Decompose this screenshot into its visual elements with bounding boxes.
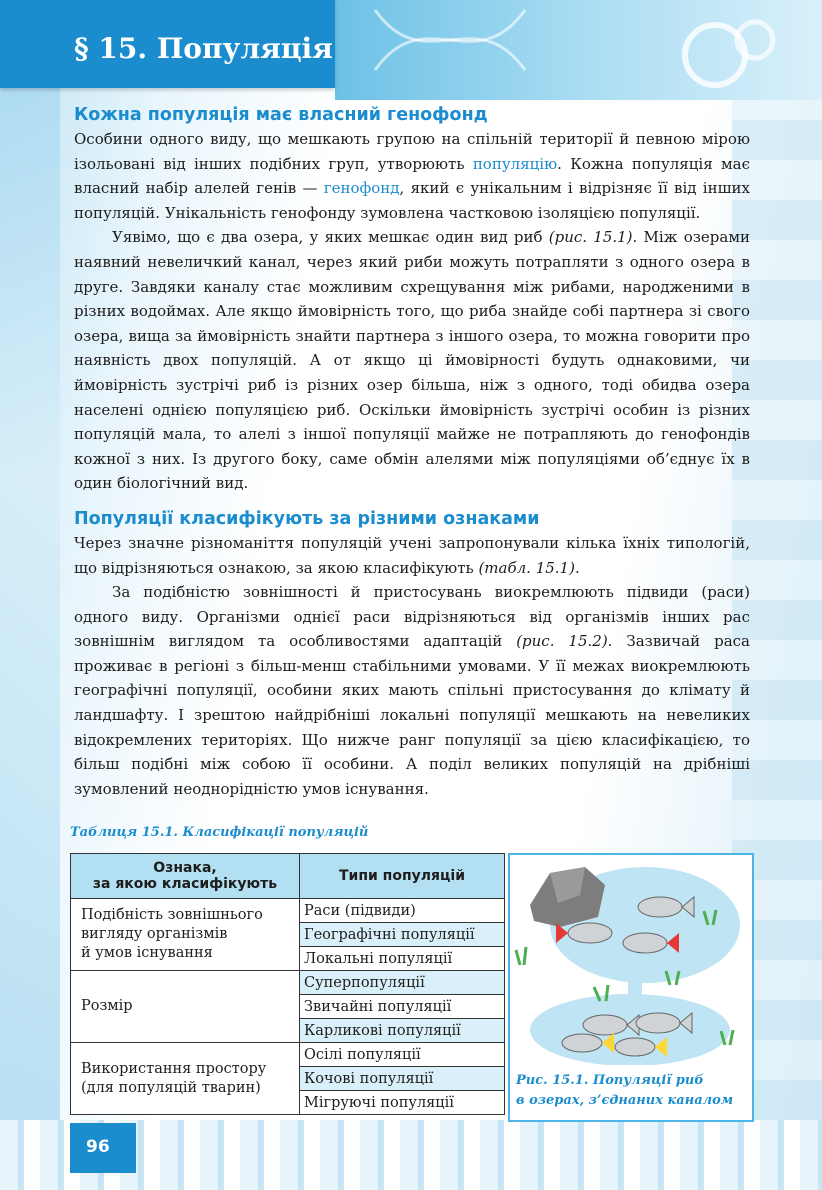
figure-caption <box>516 1071 733 1111</box>
column-header-sign <box>71 854 300 899</box>
page-number: 96 <box>86 1137 110 1157</box>
figure-reference: (рис. 15.2) <box>516 632 608 651</box>
cell-line: вигляду організмів <box>81 926 228 942</box>
type-cell: Мігруючі популяції <box>300 1091 505 1115</box>
text: . Між озерами наявний невеличкий канал, через який риби можуть потрапляти з одного озера в друге. Завдяки каналу стає можливим схрещування між рибами, народженими в різних водоймах. Але якщо ймовірність того, що риба знайде собі партнера зі свого озера, вища за ймовірність знайти партнера з іншого озера, то можна говорити про наявність двох популяцій. А от якщо ці ймовірності будуть однаковими, чи ймовірність зустрічі риб із різних озер більша, ніж з одного, тоді обидва озера населені однією популяцією риб. Оскільки ймовірність зустрічі особин із різних популяцій мала, то алелі з іншої популяції майже не потрапляють до генофондів кожної з них. Із другого боку, саме обмін алелями між популяціями об’єднує їх в один біологічний вид. <box>74 228 750 493</box>
cell-line: й умов існування <box>81 945 213 961</box>
paragraph <box>74 580 750 801</box>
left-decoration <box>0 0 60 1190</box>
type-cell: Осілі популяції <box>300 1043 505 1067</box>
text: , який є унікальним і відрізняє її від інших популяцій. Унікальність генофонду зумовлена частковою ізоляцією популяції. <box>74 179 750 222</box>
text: . <box>574 558 580 577</box>
table-header-row <box>71 854 505 899</box>
type-cell: Географічні популяції <box>300 923 505 947</box>
keyword: популяцію <box>472 154 558 173</box>
sign-cell: Розмір <box>71 971 300 1043</box>
cell-line: Подібність зовнішнього <box>81 907 263 923</box>
figure-reference: (рис. 15.1) <box>548 228 633 247</box>
cell-line: (для популяцій тварин) <box>81 1079 261 1096</box>
type-cell: Карликові популяції <box>300 1019 505 1043</box>
paragraph <box>74 531 750 580</box>
caption-line: Рис. 15.1. Популяції риб <box>516 1073 704 1088</box>
lakes-illustration <box>510 855 752 1065</box>
type-cell: Суперпопуляції <box>300 971 505 995</box>
section-heading: Кожна популяція має власний генофонд <box>74 105 488 125</box>
header-decoration <box>335 0 822 100</box>
text: Уявімо, що є два озера, у яких мешкає один вид риб <box>112 228 549 247</box>
paragraph <box>74 127 750 225</box>
main-text <box>74 103 750 801</box>
table-caption: Таблиця 15.1. Класифікації популяцій <box>70 825 369 840</box>
table-row <box>71 971 505 995</box>
text: . Зазвичай раса проживає в регіоні з більш-менш стабільними умовами. У її межах виокремлюють географічні популяції, особини яких мають спільні пристосування до клімату й ландшафту. І зрештою найдрібніші локальні популяції мешкають на невеликих відокремлених територіях. Що нижче ранг популяції за цією класифікацією, то більш подібні між собою її особини. А поділ великих популяцій на дрібніші зумовлений неоднорідністю умов існування. <box>74 632 750 798</box>
section-heading: Популяції класифікують за різними ознаками <box>74 508 540 529</box>
header-line: Ознака, <box>153 860 217 876</box>
header-line: за якою класифікують <box>92 876 278 892</box>
page-title: § 15. Популяція <box>74 32 333 65</box>
column-header-types: Типи популяцій <box>300 854 505 899</box>
text: Особини одного виду, що мешкають групою на спільній території й певною мірою ізольовані від інших подібних груп, утворюють <box>74 130 750 173</box>
table-row <box>71 899 505 923</box>
sign-cell <box>71 899 300 971</box>
text: Через значне різноманіття популяцій учені запропонували кілька їхніх типологій, що відрізняються ознакою, за якою класифікують <box>74 533 750 577</box>
sign-cell <box>71 1043 300 1115</box>
paragraph <box>74 225 750 496</box>
text: . Кожна популяція має власний набір алелей генів — <box>74 154 750 198</box>
text: За подібністю зовнішності й пристосувань виокремлюють підвиди (раси) одного виду. Організми однієї раси відрізняються від організмів інших рас зовнішнім виглядом та особливостями адаптацій <box>74 583 750 651</box>
table-reference: (табл. 15.1) <box>478 558 575 577</box>
table-row <box>71 1043 505 1067</box>
type-cell: Звичайні популяції <box>300 995 505 1019</box>
figure-15-1 <box>508 853 754 1122</box>
keyword: генофонд <box>323 179 400 198</box>
type-cell: Локальні популяції <box>300 947 505 971</box>
type-cell: Кочові популяції <box>300 1067 505 1091</box>
classification-table <box>70 853 505 1115</box>
caption-line: в озерах, з’єднаних каналом <box>516 1093 734 1108</box>
cell-line: Використання простору <box>81 1060 267 1077</box>
dna-decoration-icon <box>335 0 822 100</box>
type-cell: Раси (підвиди) <box>300 899 505 923</box>
